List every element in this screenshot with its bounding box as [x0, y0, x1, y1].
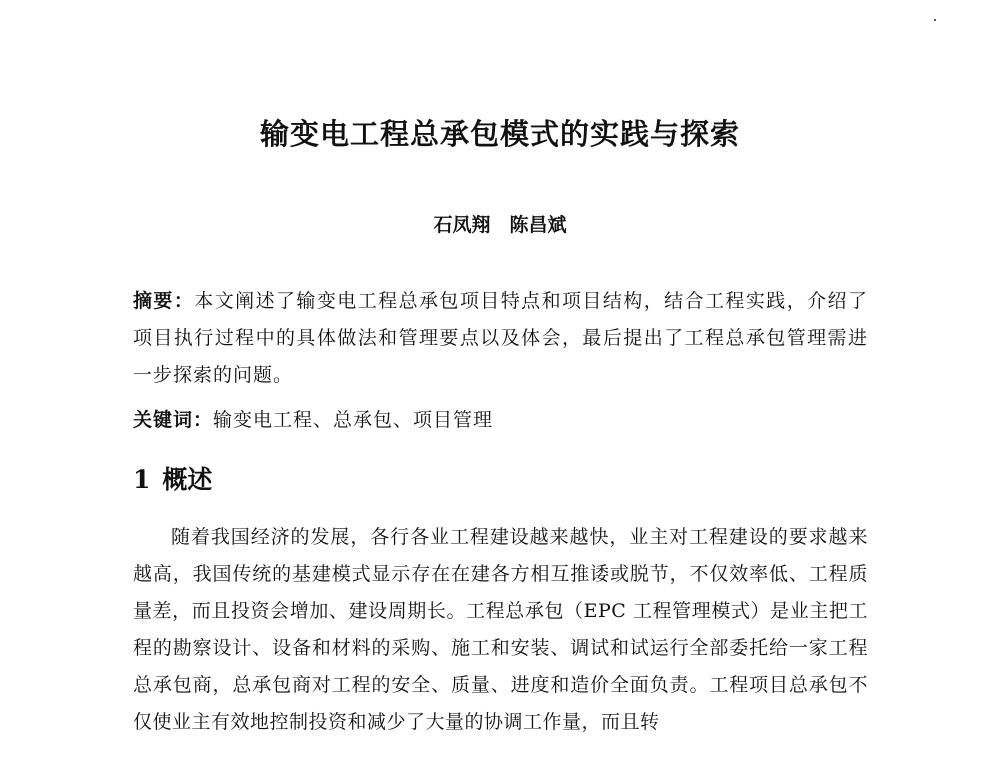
abstract-label: 摘要： [133, 290, 195, 312]
section-1-title: 概述 [162, 465, 213, 494]
abstract-text: 本文阐述了输变电工程总承包项目特点和项目结构，结合工程实践，介绍了项目执行过程中的具体做法和管理要点以及体会，最后提出了工程总承包管理需进一步探索的问题。 [133, 290, 868, 386]
keywords-block [133, 405, 868, 435]
scan-speck [934, 19, 936, 21]
keywords-label: 关键词： [133, 409, 214, 431]
section-1-heading [133, 460, 212, 496]
paper-authors: 石凤翔 陈昌斌 [433, 214, 567, 236]
abstract-block [133, 283, 868, 394]
section-1-paragraph: 随着我国经济的发展，各行各业工程建设越来越快，业主对工程建设的要求越来越高，我国传统的基建模式显示存在在建各方相互推诿或脱节，不仅效率低、工程质量差，而且投资会增加、建设周期长。工程总承包（EPC 工程管理模式）是业主把工程的勘察设计、设备和材料的采购、施工和安装、调试和试运行全部委托给一家工程总承包商，总承包商对工程的安全、质量、进度和造价全面负责。工程项目总承包不仅使业主有效地控制投资和减少了大量的协调工作量，而且转 [133, 526, 868, 733]
paper-title: 输变电工程总承包模式的实践与探索 [259, 117, 740, 151]
keywords-text: 输变电工程、总承包、项目管理 [213, 409, 494, 431]
section-1-number: 1 [133, 465, 151, 494]
